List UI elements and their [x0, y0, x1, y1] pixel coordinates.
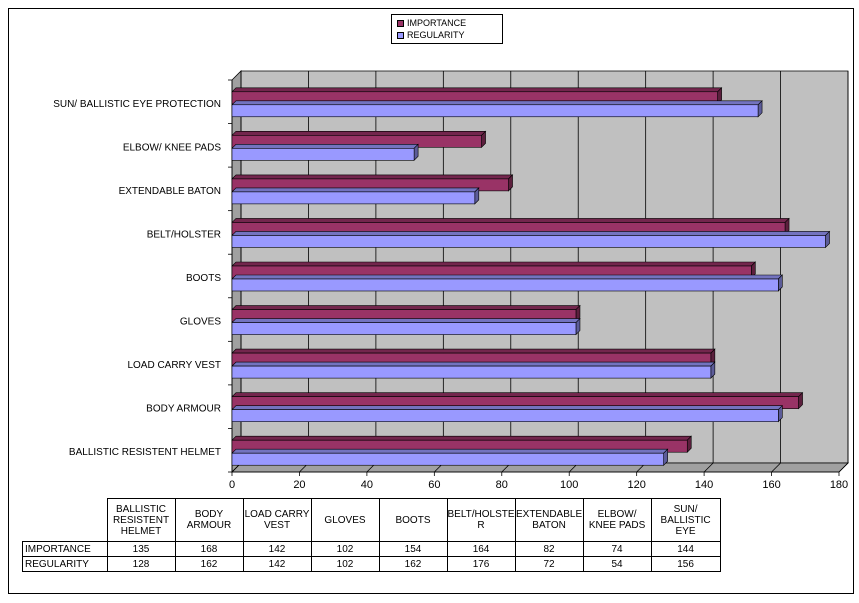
bar-top-face	[232, 362, 715, 366]
bar-regularity	[232, 453, 664, 465]
bar-regularity	[232, 148, 414, 160]
bar-top-face	[232, 306, 580, 310]
table-cell: 162	[175, 557, 243, 572]
table-cell: 164	[447, 542, 515, 557]
legend-label-importance: IMPORTANCE	[407, 18, 467, 28]
category-label: BOOTS	[185, 273, 221, 284]
x-tick-label: 20	[293, 479, 306, 491]
table-cell: 102	[311, 557, 379, 572]
bar-top-face	[232, 218, 789, 222]
table-col-header: SUN/ BALLISTIC EYE	[651, 499, 720, 542]
table-row-label: REGULARITY	[23, 557, 108, 572]
bar-regularity	[232, 410, 778, 422]
bar-top-face	[232, 175, 513, 179]
table-header-row	[23, 499, 721, 542]
table-row-importance	[23, 542, 721, 557]
bar-top-face	[232, 393, 803, 397]
x-tick-label: 180	[829, 479, 849, 491]
category-label: LOAD CARRY VEST	[127, 360, 221, 372]
table-col-header: ELBOW/ KNEE PADS	[583, 499, 651, 542]
table-col-header: LOAD CARRY VEST	[243, 499, 311, 542]
legend-swatch-importance	[397, 20, 404, 27]
bar-top-face	[232, 88, 722, 92]
table-cell: 54	[583, 557, 651, 572]
bar-top-face	[232, 262, 755, 266]
table-cell: 176	[447, 557, 515, 572]
table-cell: 142	[243, 542, 311, 557]
bar-regularity	[232, 105, 758, 117]
bar-regularity	[232, 323, 576, 335]
bar-top-face	[232, 144, 418, 148]
bar-top-face	[232, 275, 782, 279]
bar-top-face	[232, 101, 762, 105]
category-label: BELT/HOLSTER	[146, 229, 221, 241]
table-cell: 128	[107, 557, 175, 572]
bar-regularity	[232, 192, 475, 204]
table-col-header: BELT/HOLSTE R	[447, 499, 515, 542]
table-cell: 162	[379, 557, 447, 572]
table-cell: 142	[243, 557, 311, 572]
table-cell: 154	[379, 542, 447, 557]
table-col-header: EXTENDABLE BATON	[515, 499, 583, 542]
bar-regularity	[232, 235, 826, 247]
legend	[391, 14, 503, 44]
bar-top-face	[232, 406, 782, 410]
x-tick-label: 160	[762, 479, 781, 491]
table-corner	[23, 499, 108, 542]
data-table	[22, 498, 721, 572]
bar-top-face	[232, 231, 830, 235]
category-label: BODY ARMOUR	[146, 403, 221, 415]
table-col-header: BODY ARMOUR	[175, 499, 243, 542]
x-tick-label: 140	[694, 479, 714, 491]
table-cell: 72	[515, 557, 583, 572]
table-cell: 156	[651, 557, 720, 572]
table-row-label: IMPORTANCE	[23, 542, 108, 557]
category-label: BALLISTIC RESISTENT HELMET	[68, 447, 221, 459]
legend-item-regularity	[397, 29, 502, 41]
category-label: GLOVES	[179, 316, 221, 328]
table-row-regularity	[23, 557, 721, 572]
category-label: ELBOW/ KNEE PADS	[122, 142, 221, 154]
table-cell: 144	[651, 542, 720, 557]
bar-regularity	[232, 366, 711, 378]
bar-top-face	[232, 449, 668, 453]
legend-label-regularity: REGULARITY	[407, 30, 465, 40]
bar-top-face	[232, 349, 715, 353]
table-cell: 135	[107, 542, 175, 557]
bar-top-face	[232, 436, 691, 440]
category-label: SUN/ BALLISTIC EYE PROTECTION	[53, 98, 221, 110]
table-col-header: BALLISTIC RESISTENT HELMET	[107, 499, 175, 542]
bar-regularity	[232, 279, 778, 291]
table-cell: 168	[175, 542, 243, 557]
x-tick-label: 120	[627, 479, 646, 491]
x-tick-label: 100	[560, 479, 579, 491]
table-cell: 102	[311, 542, 379, 557]
x-tick-label: 40	[360, 479, 374, 491]
legend-item-importance	[397, 17, 502, 29]
table-cell: 74	[583, 542, 651, 557]
bar-top-face	[232, 131, 486, 135]
table-cell: 82	[515, 542, 583, 557]
bar-top-face	[232, 188, 479, 192]
table-col-header: GLOVES	[311, 499, 379, 542]
x-tick-label: 60	[428, 479, 441, 491]
category-label: EXTENDABLE BATON	[118, 185, 221, 197]
x-tick-label: 0	[228, 479, 236, 491]
bar-top-face	[232, 319, 580, 323]
table-col-header: BOOTS	[379, 499, 447, 542]
x-tick-label: 80	[495, 479, 508, 491]
legend-swatch-regularity	[397, 32, 404, 39]
